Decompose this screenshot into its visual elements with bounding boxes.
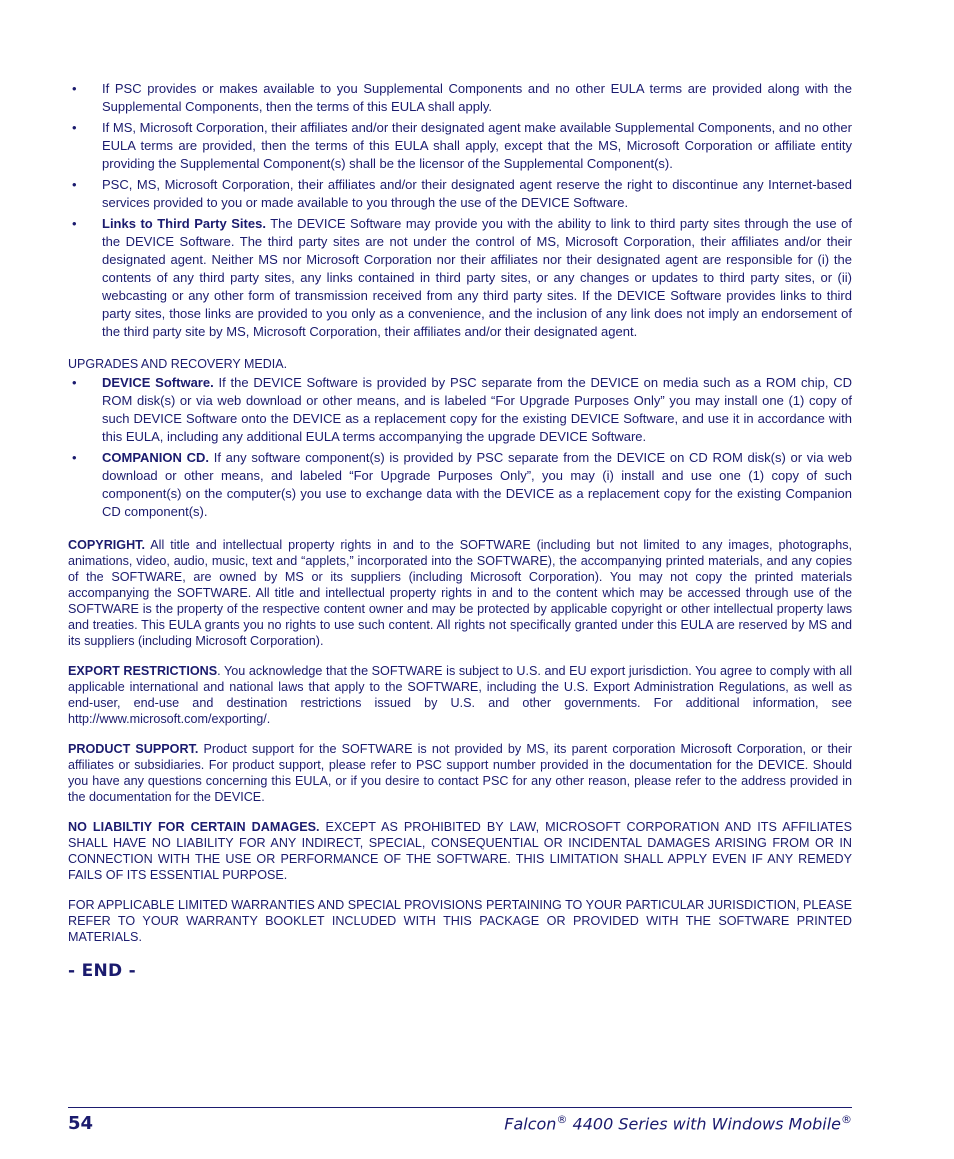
para-lead: PRODUCT SUPPORT.	[68, 742, 199, 756]
para-lead: NO LIABILTIY FOR CERTAIN DAMAGES.	[68, 820, 320, 834]
warranty-paragraph	[68, 897, 852, 945]
para-lead: EXPORT RESTRICTIONS	[68, 664, 218, 678]
page-body	[68, 80, 852, 981]
list-item	[68, 374, 852, 446]
running-title	[504, 1113, 852, 1133]
list-item	[68, 80, 852, 116]
item-text: If PSC provides or makes available to you Supplemental Components and no other EULA terms are provided along with the Supplemental Components, then the terms of this EULA shall apply.	[102, 81, 852, 114]
item-lead: COMPANION CD.	[102, 450, 210, 465]
item-text: If the DEVICE Software is provided by PSC separate from the DEVICE on media such as a ROM chip, CD ROM disk(s) or via web download or other means, and is labeled “For Upgrade Purposes Only” you may install one (1) copy of such DEVICE Software onto the DEVICE as a replacement copy for the existing DEVICE Software, and use it in accordance with this EULA, including any additional EULA terms accompanying the upgrade DEVICE Software.	[102, 375, 852, 444]
registered-mark: ®	[841, 1113, 852, 1126]
export-restrictions-paragraph	[68, 663, 852, 727]
item-lead: Links to Third Party Sites.	[102, 216, 266, 231]
upgrades-heading: UPGRADES AND RECOVERY MEDIA.	[68, 357, 288, 371]
bullet-icon: •	[72, 216, 77, 231]
item-lead: DEVICE Software.	[102, 375, 214, 390]
para-text: FOR APPLICABLE LIMITED WARRANTIES AND SPECIAL PROVISIONS PERTAINING TO YOUR PARTICULAR JURISDICTION, PLEASE REFER TO YOUR WARRANTY BOOKLET INCLUDED WITH THIS PACKAGE OR PROVIDED WITH THE SOFTWARE PRINTED MATERIALS.	[68, 898, 852, 944]
product-support-paragraph	[68, 741, 852, 805]
upgrades-list	[68, 374, 852, 521]
footer-divider	[68, 1107, 852, 1108]
list-item	[68, 176, 852, 212]
liability-paragraph	[68, 819, 852, 883]
item-text: PSC, MS, Microsoft Corporation, their affiliates and/or their designated agent reserve the right to discontinue any Internet-based services provided to you or made available to you through the use of the DEVICE Software.	[102, 177, 852, 210]
bullet-icon: •	[72, 375, 77, 390]
bullet-icon: •	[72, 450, 77, 465]
bullet-icon: •	[72, 120, 77, 135]
page-number: 54	[68, 1113, 94, 1134]
para-text: All title and intellectual property rights in and to the SOFTWARE (including but not limited to any images, photographs, animations, video, audio, music, text and “applets,” incorporated into the SOFTWARE), the accompanying printed materials, and any copies of the SOFTWARE, are owned by MS or its suppliers (including Microsoft Corporation). You may not copy the printed materials accompanying the SOFTWARE. All title and intellectual property rights in and to the content which may be accessed through use of the SOFTWARE is the property of the respective content owner and may be protected by applicable copyright or other intellectual property laws and treaties. This EULA grants you no rights to use such content. All rights not specifically granted under this EULA are reserved by MS and its suppliers (including Microsoft Corporation).	[68, 538, 852, 648]
para-text: EXCEPT AS PROHIBITED BY LAW, MICROSOFT CORPORATION AND ITS AFFILIATES SHALL HAVE NO LIABILITY FOR ANY INDIRECT, SPECIAL, CONSEQUENTIAL OR INCIDENTAL DAMAGES ARISING FROM OR IN CONNECTION WITH THE USE OR PERFORMANCE OF THE SOFTWARE. THIS LIMITATION SHALL APPLY EVEN IF ANY REMEDY FAILS OF ITS ESSENTIAL PURPOSE.	[68, 820, 852, 882]
para-text: . You acknowledge that the SOFTWARE is subject to U.S. and EU export jurisdiction. You agree to comply with all applicable international and national laws that apply to the SOFTWARE, including the U.S. Export Administration Regulations, as well as end-user, end-use and destination restrictions issued by U.S. and other governments. For additional information, see http://www.microsoft.com/exporting/.	[68, 664, 852, 726]
list-item	[68, 215, 852, 341]
end-marker: - END -	[68, 961, 136, 981]
copyright-paragraph	[68, 537, 852, 649]
item-text: If any software component(s) is provided by PSC separate from the DEVICE on CD ROM disk(s) or via web download or other means, and labeled “For Upgrade Purposes Only”, you may (i) install and use one (1) copy of such component(s) on the computer(s) you use to exchange data with the DEVICE as a replacement copy for the existing Companion CD component(s).	[102, 450, 852, 519]
para-text: Product support for the SOFTWARE is not provided by MS, its parent corporation Microsoft Corporation, or their affiliates or subsidiaries. For product support, please refer to PSC support number provided in the documentation for the DEVICE. Should you have any questions concerning this EULA, or if you desire to contact PSC for any other reason, please refer to the address provided in the documentation for the DEVICE.	[68, 742, 852, 804]
registered-mark: ®	[556, 1113, 568, 1126]
supplemental-components-list	[68, 80, 852, 341]
para-lead: COPYRIGHT.	[68, 538, 145, 552]
item-text: The DEVICE Software may provide you with the ability to link to third party sites through the use of the DEVICE Software. The third party sites are not under the control of MS, Microsoft Corporation, their affiliates and/or their designated agent. Neither MS nor Microsoft Corporation nor their affiliates nor their designated agent are responsible for (i) the contents of any third party sites, any links contained in third party sites, or any changes or updates to third party sites, or (ii) webcasting or any other form of transmission received from any third party sites. If the DEVICE Software provides links to third party sites, those links are provided to you only as a convenience, and the inclusion of any link does not imply an endorsement of the third party site by MS, Microsoft Corporation, their affiliates and/or their designated agent.	[102, 216, 852, 339]
list-item	[68, 449, 852, 521]
item-text: If MS, Microsoft Corporation, their affiliates and/or their designated agent make available Supplemental Components, and no other EULA terms are provided, then the terms of this EULA shall apply, except that the MS, Microsoft Corporation or affiliate entity providing the Supplemental Component(s) shall be the licensor of the Supplemental Component(s).	[102, 120, 852, 171]
title-part: Falcon	[504, 1114, 557, 1134]
title-part: 4400 Series with Windows Mobile	[567, 1114, 841, 1134]
bullet-icon: •	[72, 81, 77, 96]
bullet-icon: •	[72, 177, 77, 192]
list-item	[68, 119, 852, 173]
